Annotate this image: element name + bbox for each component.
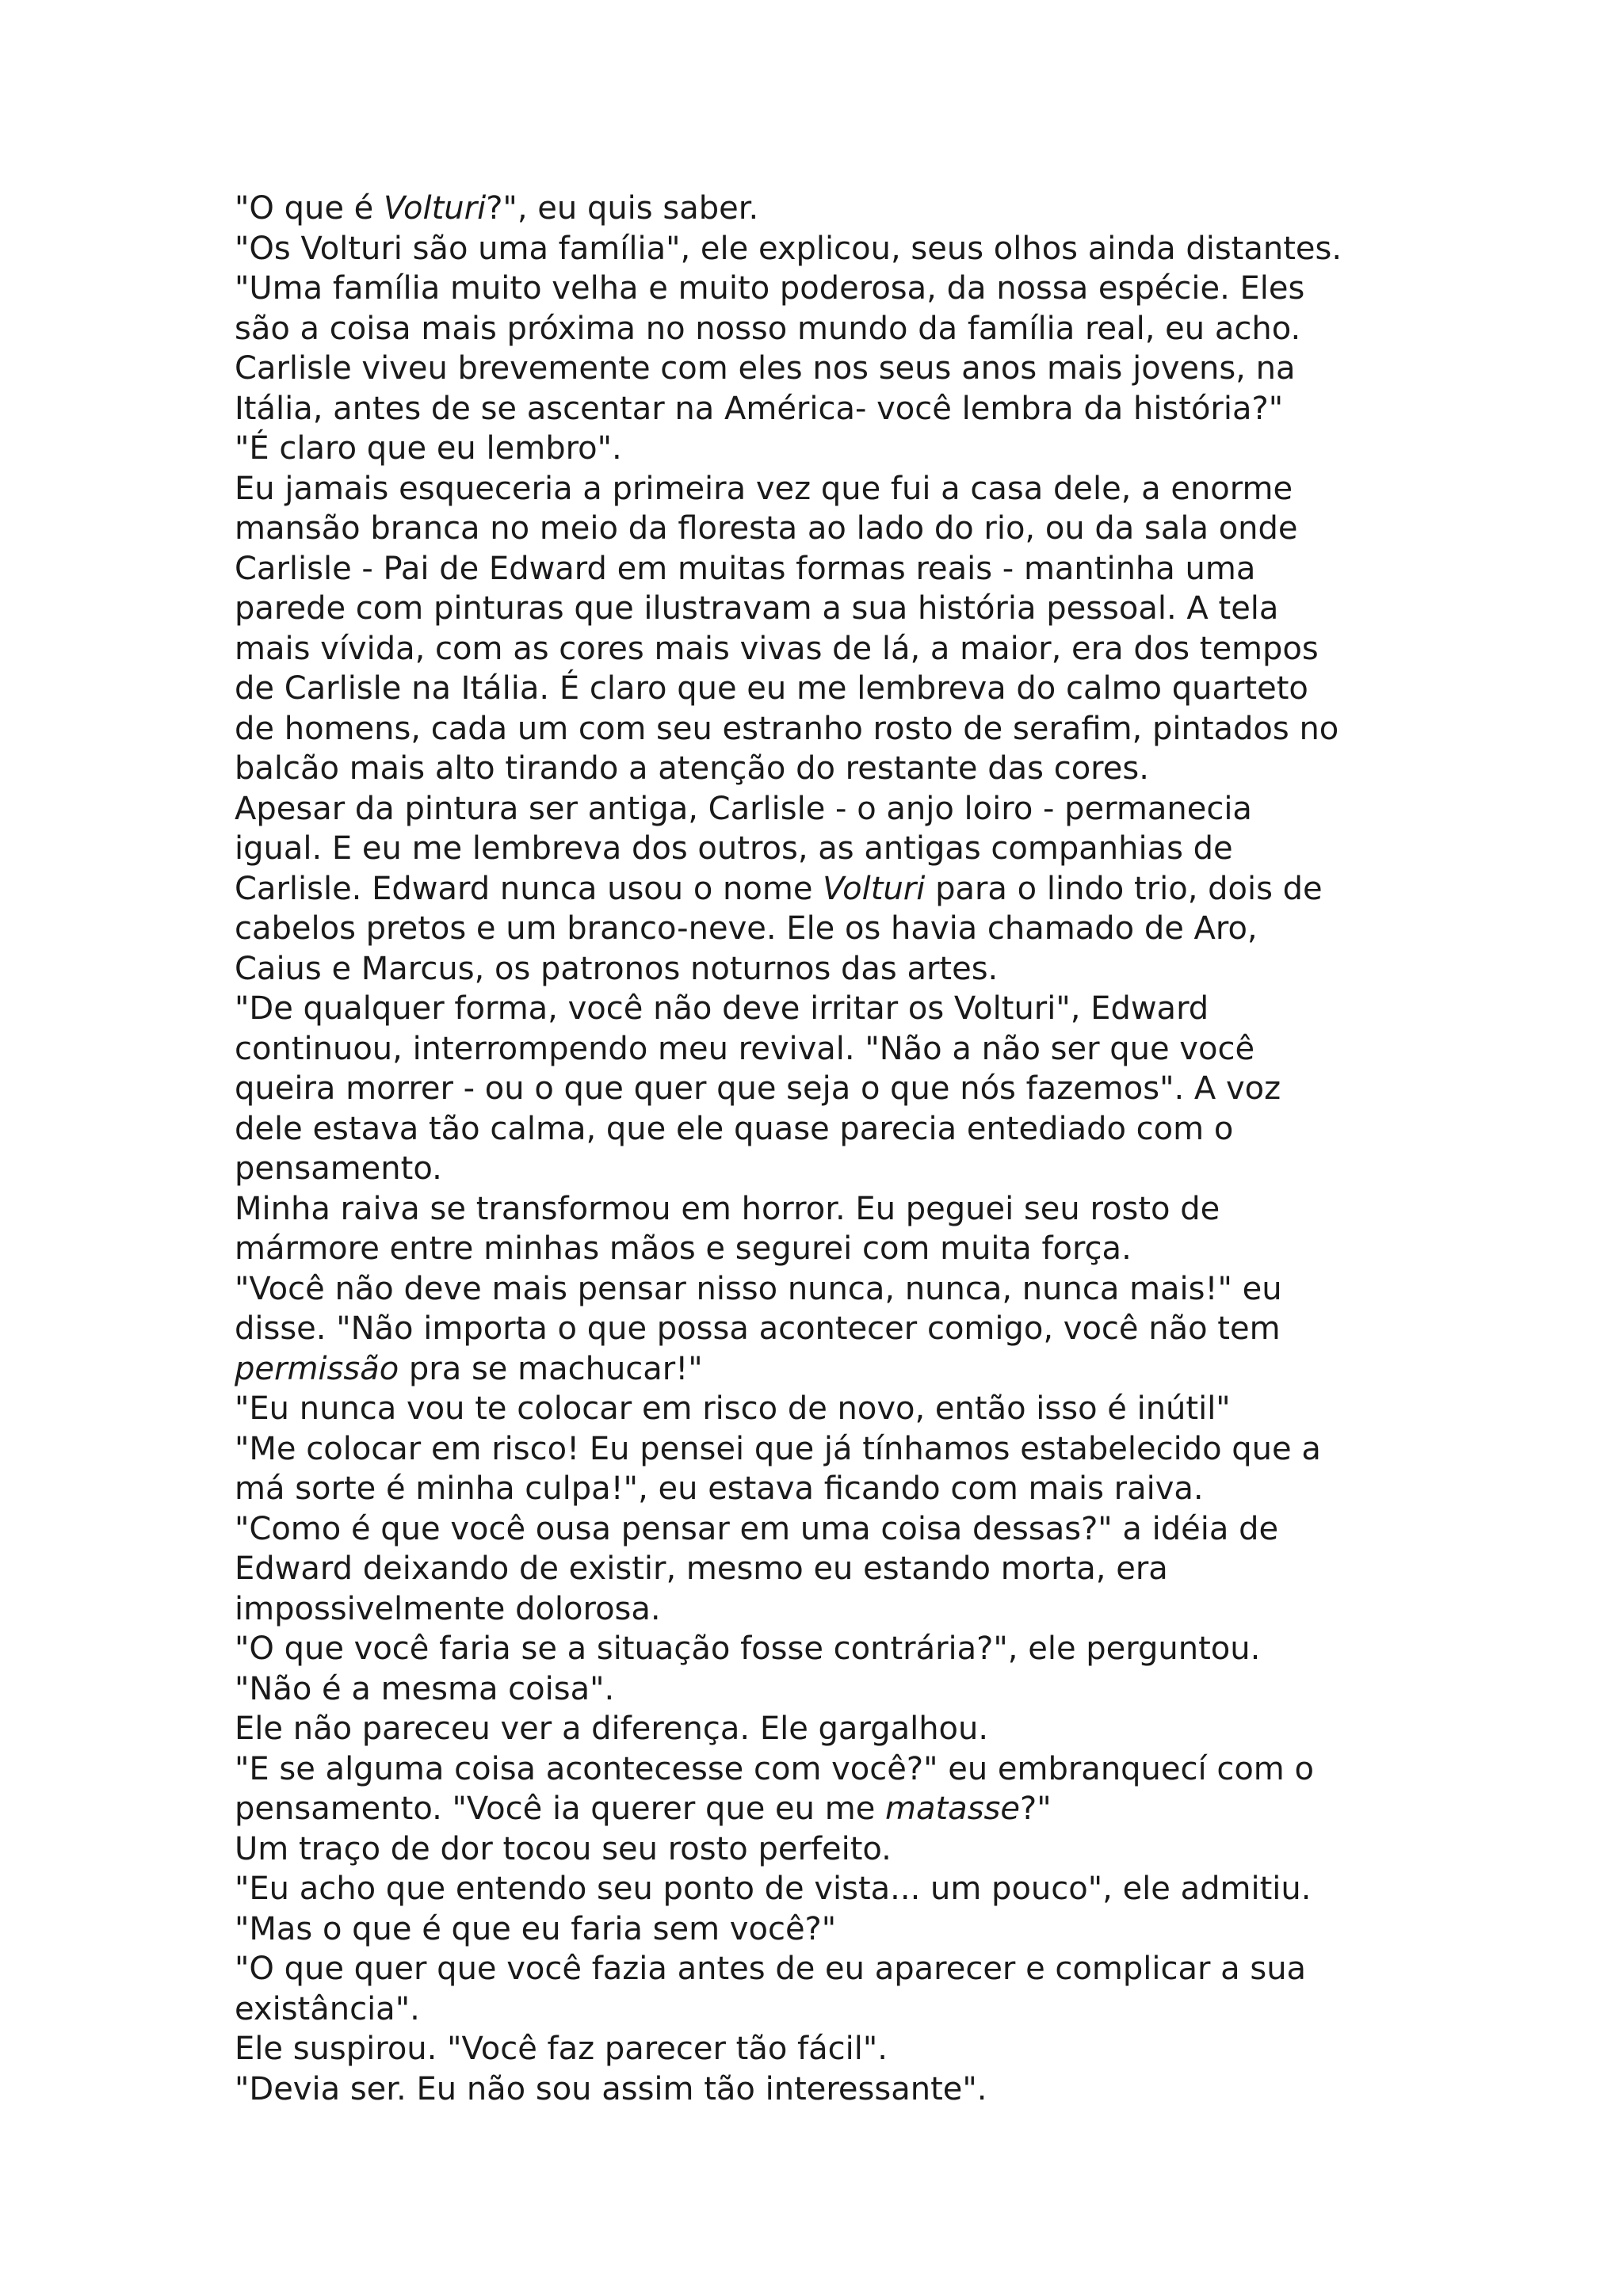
text-line [235,989,1423,1029]
text-line [235,1109,1423,1150]
line-text: "Devia ser. Eu não sou assim tão interessante". [235,2070,987,2107]
text-line [235,1149,1423,1189]
line-text: continuou, interrompendo meu revival. "Não a não ser que você [235,1030,1255,1067]
text-line [235,349,1423,389]
line-text: Caius e Marcus, os patronos noturnos das artes. [235,950,999,987]
line-text: mansão branca no meio da floresta ao lado do rio, ou da sala onde [235,510,1298,547]
italic-text: Volturi [823,870,926,907]
line-text: "Não é a mesma coisa". [235,1670,615,1707]
line-text: Ele suspirou. "Você faz parecer tão fácil". [235,2031,888,2067]
text-line [235,1429,1423,1470]
text-line [235,269,1423,309]
text-line [235,309,1423,349]
text-line [235,909,1423,949]
line-text: "Como é que você ousa pensar em uma coisa dessas?" a idéia de [235,1510,1279,1547]
text-line [235,2069,1423,2110]
line-text: pra se machucar!" [399,1350,703,1387]
text-line [235,229,1423,269]
text-line [235,1749,1423,1790]
text-line [235,1309,1423,1349]
line-text: igual. E eu me lembreva dos outros, as antigas companhias de [235,830,1233,867]
line-text: cabelos pretos e um branco-neve. Ele os havia chamado de Aro, [235,910,1258,947]
line-text: pensamento. [235,1150,442,1187]
line-text: Carlisle - Pai de Edward em muitas formas reais - mantinha uma [235,550,1256,587]
line-text: queira morrer - ou o que quer que seja o que nós fazemos". A voz [235,1070,1281,1107]
text-line [235,469,1423,509]
text-line [235,1949,1423,1989]
line-text: Um traço de dor tocou seu rosto perfeito. [235,1830,892,1867]
text-line [235,669,1423,709]
text-line [235,1069,1423,1109]
line-text: "Mas o que é que eu faria sem você?" [235,1910,837,1947]
line-text: ?", eu quis saber. [486,190,759,227]
text-line [235,1349,1423,1390]
line-text: para o lindo trio, dois de [925,870,1323,907]
line-text: Ele não pareceu ver a diferença. Ele gargalhou. [235,1711,989,1747]
line-text: de homens, cada um com seu estranho rosto de serafim, pintados no [235,710,1339,747]
text-line [235,1269,1423,1310]
line-text: Apesar da pintura ser antiga, Carlisle - o anjo loiro - permanecia [235,790,1252,827]
italic-text: matasse [885,1791,1020,1827]
line-text: disse. "Não importa o que possa acontecer comigo, você não tem [235,1310,1281,1347]
text-line [235,1589,1423,1630]
text-line [235,509,1423,549]
line-text: Minha raiva se transformou em horror. Eu peguei seu rosto de [235,1190,1220,1227]
line-text: Edward deixando de existir, mesmo eu estando morta, era [235,1550,1168,1587]
line-text: parede com pinturas que ilustravam a sua história pessoal. A tela [235,590,1279,627]
line-text: "Uma família muito velha e muito poderosa, da nossa espécie. Eles [235,270,1305,307]
line-text: pensamento. "Você ia querer que eu me [235,1791,886,1827]
text-line [235,429,1423,469]
line-text: "Você não deve mais pensar nisso nunca, nunca, nunca mais!" eu [235,1270,1282,1307]
text-line [235,1709,1423,1749]
italic-text: permissão [235,1350,399,1387]
line-text: "Eu acho que entendo seu ponto de vista... um pouco", ele admitiu. [235,1871,1312,1907]
text-line [235,549,1423,589]
text-line [235,1789,1423,1829]
text-line [235,1629,1423,1669]
text-line [235,2029,1423,2069]
text-line [235,749,1423,789]
text-line [235,629,1423,669]
text-line [235,1469,1423,1509]
text-line [235,1549,1423,1589]
text-line [235,1669,1423,1710]
line-text: "O que é [235,190,384,227]
line-text: impossivelmente dolorosa. [235,1590,661,1627]
text-line [235,1989,1423,2030]
text-line [235,709,1423,749]
body-text [235,189,1423,2109]
text-line [235,1509,1423,1550]
text-line [235,189,1423,229]
line-text: ?" [1019,1791,1052,1827]
line-text: Carlisle. Edward nunca usou o nome [235,870,823,907]
line-text: "Me colocar em risco! Eu pensei que já tínhamos estabelecido que a [235,1430,1321,1467]
text-line [235,789,1423,830]
text-line [235,1029,1423,1070]
line-text: dele estava tão calma, que ele quase parecia entediado com o [235,1110,1234,1147]
line-text: má sorte é minha culpa!", eu estava ficando com mais raiva. [235,1470,1204,1507]
line-text: mais vívida, com as cores mais vivas de lá, a maior, era dos tempos [235,630,1319,667]
text-line [235,1869,1423,1909]
line-text: "De qualquer forma, você não deve irritar os Volturi", Edward [235,990,1209,1027]
text-line [235,589,1423,629]
text-line [235,1189,1423,1230]
italic-text: Volturi [384,190,487,227]
text-line [235,1389,1423,1429]
line-text: "E se alguma coisa acontecesse com você?" eu embranquecí com o [235,1750,1314,1787]
text-line [235,1909,1423,1950]
line-text: "Eu nunca vou te colocar em risco de novo, então isso é inútil" [235,1390,1231,1427]
line-text: Itália, antes de se ascentar na América- você lembra da história?" [235,390,1284,427]
text-line [235,1229,1423,1269]
line-text: Carlisle viveu brevemente com eles nos seus anos mais jovens, na [235,350,1296,387]
line-text: de Carlisle na Itália. É claro que eu me lembreva do calmo quarteto [235,670,1308,707]
text-line [235,829,1423,869]
line-text: "O que você faria se a situação fosse contrária?", ele perguntou. [235,1630,1261,1667]
line-text: são a coisa mais próxima no nosso mundo da família real, eu acho. [235,310,1301,347]
line-text: "Os Volturi são uma família", ele explicou, seus olhos ainda distantes. [235,230,1342,267]
text-line [235,869,1423,910]
text-line [235,1829,1423,1870]
line-text: balcão mais alto tirando a atenção do restante das cores. [235,750,1149,787]
line-text: Eu jamais esqueceria a primeira vez que fui a casa dele, a enorme [235,470,1293,507]
line-text: mármore entre minhas mãos e segurei com muita força. [235,1230,1132,1267]
text-line [235,949,1423,990]
text-line [235,389,1423,429]
line-text: "O que quer que você fazia antes de eu aparecer e complicar a sua [235,1951,1307,1987]
line-text: "É claro que eu lembro". [235,430,622,467]
line-text: existância". [235,1990,420,2027]
